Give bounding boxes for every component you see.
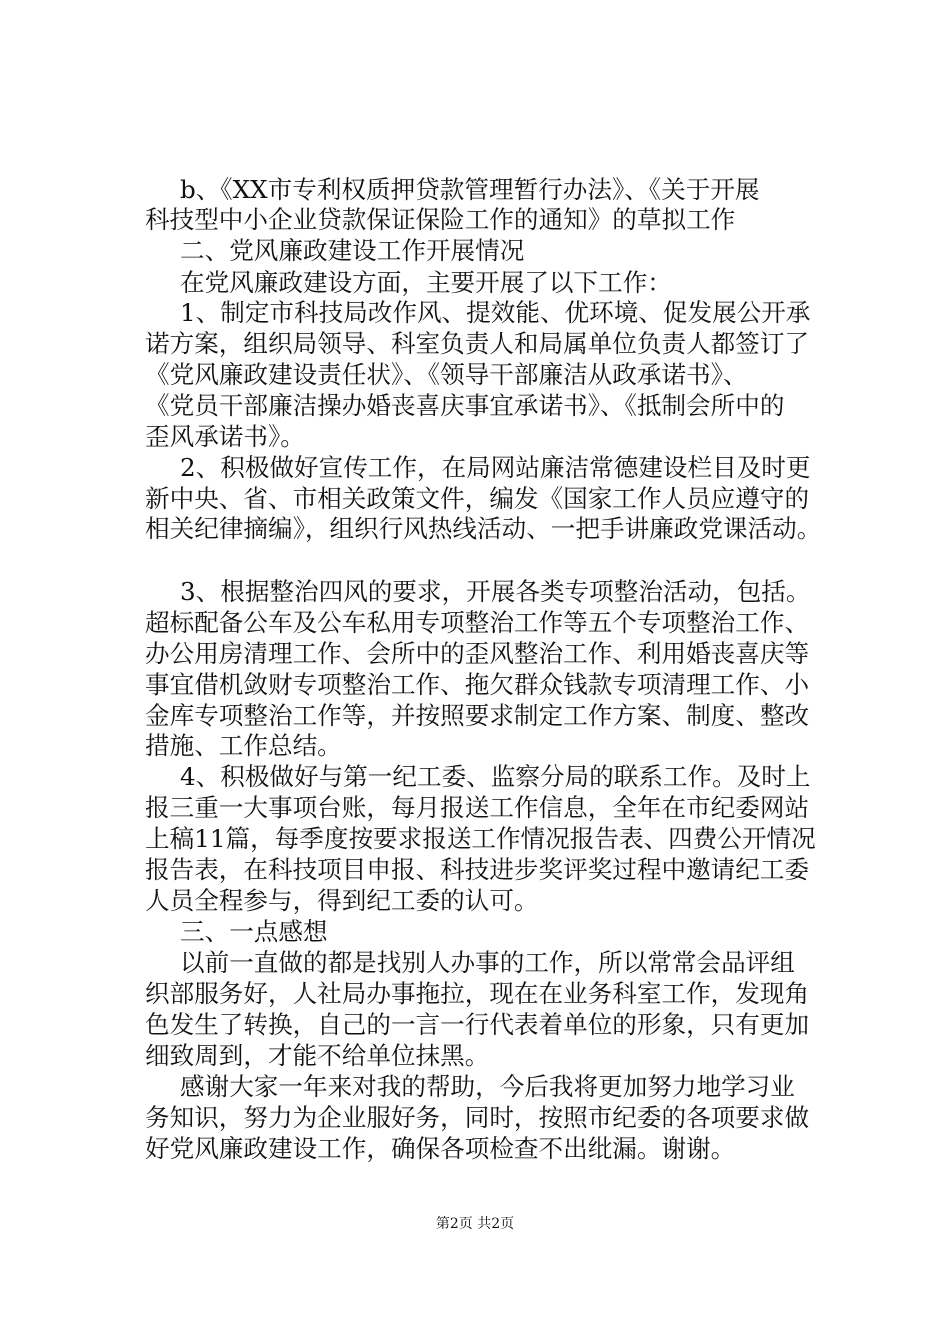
text-line: 1、制定市科技局改作风、提效能、优环境、促发展公开承 xyxy=(180,298,811,327)
text-line: 科技型中小企业贷款保证保险工作的通知》的草拟工作 xyxy=(145,205,736,234)
text-line: 在党风廉政建设方面，主要开展了以下工作： xyxy=(180,268,672,297)
text-line: 色发生了转换，自己的一言一行代表着单位的形象，只有更加 xyxy=(145,1010,810,1039)
text-line: 办公用房清理工作、会所中的歪风整治工作、利用婚丧喜庆等 xyxy=(145,639,810,668)
text-line: 好党风廉政建设工作，确保各项检查不出纰漏。谢谢。 xyxy=(145,1134,736,1163)
text-line: 务知识，努力为企业服好务，同时，按照市纪委的各项要求做 xyxy=(145,1103,810,1132)
text-line: 感谢大家一年来对我的帮助，今后我将更加努力地学习业 xyxy=(180,1072,795,1101)
text-line: 3、根据整治四风的要求，开展各类专项整治活动，包括。 xyxy=(180,577,811,606)
section-heading: 二、党风廉政建设工作开展情况 xyxy=(180,236,525,265)
text-line: 事宜借机敛财专项整治工作、拖欠群众钱款专项清理工作、小 xyxy=(145,670,810,699)
section-heading: 三、一点感想 xyxy=(180,917,328,946)
page-footer xyxy=(0,1214,950,1234)
text-line: 报告表，在科技项目申报、科技进步奖评奖过程中邀请纪工委 xyxy=(145,855,810,884)
text-line: 人员全程参与，得到纪工委的认可。 xyxy=(145,886,539,915)
text-line: 新中央、省、市相关政策文件，编发《国家工作人员应遵守的 xyxy=(145,484,810,513)
text-line: 《党员干部廉洁操办婚丧喜庆事宜承诺书》、《抵制会所中的 xyxy=(145,391,785,420)
text-line: 超标配备公车及公车私用专项整治工作等五个专项整治工作、 xyxy=(145,608,810,637)
page-number-label: 第2页 共2页 xyxy=(435,1216,515,1232)
text-line: 《党风廉政建设责任状》、《领导干部廉洁从政承诺书》、 xyxy=(145,360,748,389)
text-line: b、《XX市专利权质押贷款管理暂行办法》、《关于开展 xyxy=(180,175,760,204)
text-line: 金库专项整治工作等，并按照要求制定工作方案、制度、整改 xyxy=(145,701,810,730)
text-line: 织部服务好，人社局办事拖拉，现在在业务科室工作，发现角 xyxy=(145,979,810,1008)
text-line: 细致周到，才能不给单位抹黑。 xyxy=(145,1041,490,1070)
text-line: 以前一直做的都是找别人办事的工作，所以常常会品评组 xyxy=(180,948,795,977)
text-line: 措施、工作总结。 xyxy=(145,731,342,760)
text-line: 上稿11篇，每季度按要求报送工作情况报告表、四费公开情况 xyxy=(145,824,816,853)
text-line: 诺方案，组织局领导、科室负责人和局属单位负责人都签订了 xyxy=(145,329,810,358)
text-line: 相关纪律摘编》，组织行风热线活动、一把手讲廉政党课活动。 xyxy=(145,514,822,543)
text-line: 4、积极做好与第一纪工委、监察分局的联系工作。及时上 xyxy=(180,762,811,791)
text-line: 歪风承诺书》。 xyxy=(145,422,305,451)
text-line: 2、积极做好宣传工作，在局网站廉洁常德建设栏目及时更 xyxy=(180,453,811,482)
text-line: 报三重一大事项台账，每月报送工作信息，全年在市纪委网站 xyxy=(145,793,810,822)
